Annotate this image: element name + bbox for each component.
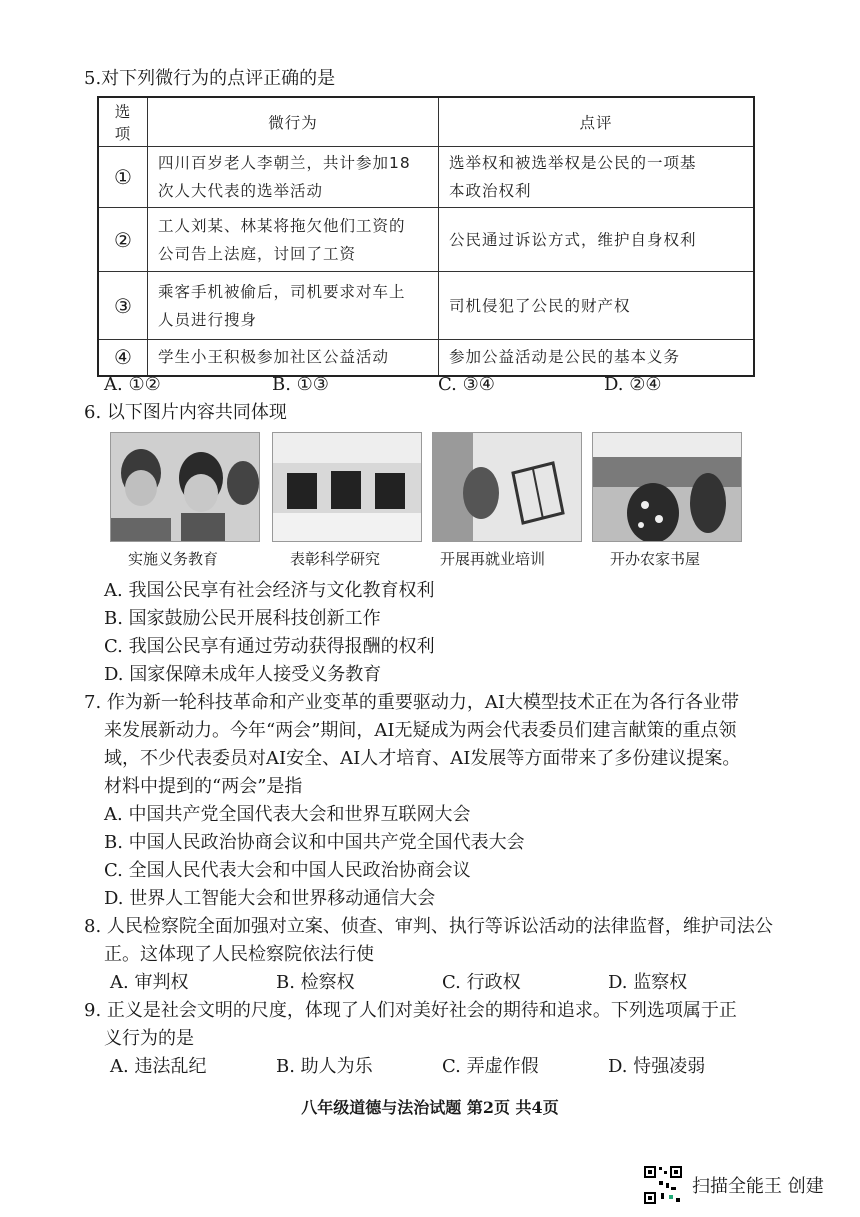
- q9-option-c: C. 弄虚作假: [442, 1056, 539, 1077]
- q5-option-d: D. ②④: [604, 374, 662, 395]
- q8-option-a: A. 审判权: [110, 972, 189, 993]
- photo-rural-library: [592, 432, 742, 542]
- q9-option-b: B. 助人为乐: [276, 1056, 373, 1077]
- behavior-cell: 学生小王积极参加社区公益活动: [148, 340, 439, 376]
- table-header-row: [98, 97, 754, 147]
- table-header: 微行为: [148, 97, 439, 147]
- behavior-line: 公司告上法庭，讨回了工资: [158, 244, 357, 263]
- q8-option-c: C. 行政权: [442, 972, 521, 993]
- q7-line-1: 7. 作为新一轮科技革命和产业变革的重要驱动力，AI大模型技术正在为各行各业带: [84, 692, 740, 713]
- scanner-watermark: 扫描全能王 创建: [692, 1176, 824, 1197]
- q6-option-b: B. 国家鼓励公民开展科技创新工作: [104, 608, 381, 629]
- q7-option-a: A. 中国共产党全国代表大会和世界互联网大会: [104, 804, 471, 825]
- row-number: ②: [98, 208, 148, 272]
- table-row: [98, 340, 754, 376]
- q6-option-d: D. 国家保障未成年人接受义务教育: [104, 664, 382, 685]
- behavior-line: 工人刘某、林某将拖欠他们工资的: [158, 216, 406, 235]
- comment-cell: 司机侵犯了公民的财产权: [439, 272, 755, 340]
- q5-option-a: A. ①②: [104, 374, 161, 395]
- q7-option-d: D. 世界人工智能大会和世界移动通信大会: [104, 888, 436, 909]
- behavior-line: 次人大代表的选举活动: [158, 182, 324, 200]
- q6-option-a: A. 我国公民享有社会经济与文化教育权利: [104, 580, 435, 601]
- caption-4: 开办农家书屋: [610, 550, 701, 568]
- caption-1: 实施义务教育: [128, 550, 219, 568]
- comment-line: 选举权和被选举权是公民的一项基: [449, 154, 697, 172]
- q5-option-b: B. ①③: [272, 374, 329, 395]
- caption-3: 开展再就业培训: [440, 550, 546, 568]
- behavior-line: 四川百岁老人李朝兰，共计参加18: [158, 154, 411, 172]
- behavior-line: 乘客手机被偷后，司机要求对车上: [158, 282, 406, 301]
- table-header: 选项: [98, 97, 148, 147]
- table-row: [98, 208, 754, 272]
- photo-science-award: [272, 432, 422, 542]
- comment-line: 本政治权利: [449, 182, 532, 200]
- behavior-cell: [148, 272, 439, 340]
- q5-table: [97, 96, 755, 377]
- q9-option-d: D. 恃强凌弱: [608, 1056, 706, 1077]
- qr-code-icon: [643, 1165, 683, 1205]
- photo-compulsory-education: [110, 432, 260, 542]
- comment-cell: 参加公益活动是公民的基本义务: [439, 340, 755, 376]
- caption-2: 表彰科学研究: [290, 550, 381, 568]
- q5-option-c: C. ③④: [438, 374, 495, 395]
- photo-reemployment-training: [432, 432, 582, 542]
- q7-line-2: 来发展新动力。今年“两会”期间，AI无疑成为两会代表委员们建言献策的重点领: [104, 720, 737, 741]
- page-footer: 八年级道德与法治试题 第2页 共4页: [301, 1098, 559, 1117]
- q7-line-4: 材料中提到的“两会”是指: [104, 776, 303, 797]
- q7-option-b: B. 中国人民政治协商会议和中国共产党全国代表大会: [104, 832, 525, 853]
- q7-option-c: C. 全国人民代表大会和中国人民政治协商会议: [104, 860, 471, 881]
- q9-option-a: A. 违法乱纪: [110, 1056, 207, 1077]
- behavior-cell: [148, 208, 439, 272]
- row-number: ③: [98, 272, 148, 340]
- q5-stem: 5.对下列微行为的点评正确的是: [84, 68, 336, 89]
- table-header: 点评: [439, 97, 755, 147]
- q8-option-b: B. 检察权: [276, 972, 355, 993]
- q8-line-2: 正。这体现了人民检察院依法行使: [104, 944, 374, 965]
- row-number: ④: [98, 340, 148, 376]
- q8-line-1: 8. 人民检察院全面加强对立案、侦查、审判、执行等诉讼活动的法律监督，维护司法公: [84, 916, 773, 937]
- behavior-line: 人员进行搜身: [158, 310, 258, 329]
- q8-option-d: D. 监察权: [608, 972, 688, 993]
- table-row: [98, 147, 754, 208]
- table-row: [98, 272, 754, 340]
- q9-line-2: 义行为的是: [104, 1028, 194, 1049]
- q6-stem: 6. 以下图片内容共同体现: [84, 402, 287, 423]
- comment-cell: [439, 147, 755, 208]
- row-number: ①: [98, 147, 148, 208]
- q7-line-3: 域，不少代表委员对AI安全、AI人才培育、AI发展等方面带来了多份建议提案。: [104, 748, 741, 769]
- q9-line-1: 9. 正义是社会文明的尺度，体现了人们对美好社会的期待和追求。下列选项属于正: [84, 1000, 737, 1021]
- comment-cell: 公民通过诉讼方式，维护自身权利: [439, 208, 755, 272]
- q6-option-c: C. 我国公民享有通过劳动获得报酬的权利: [104, 636, 435, 657]
- behavior-cell: [148, 147, 439, 208]
